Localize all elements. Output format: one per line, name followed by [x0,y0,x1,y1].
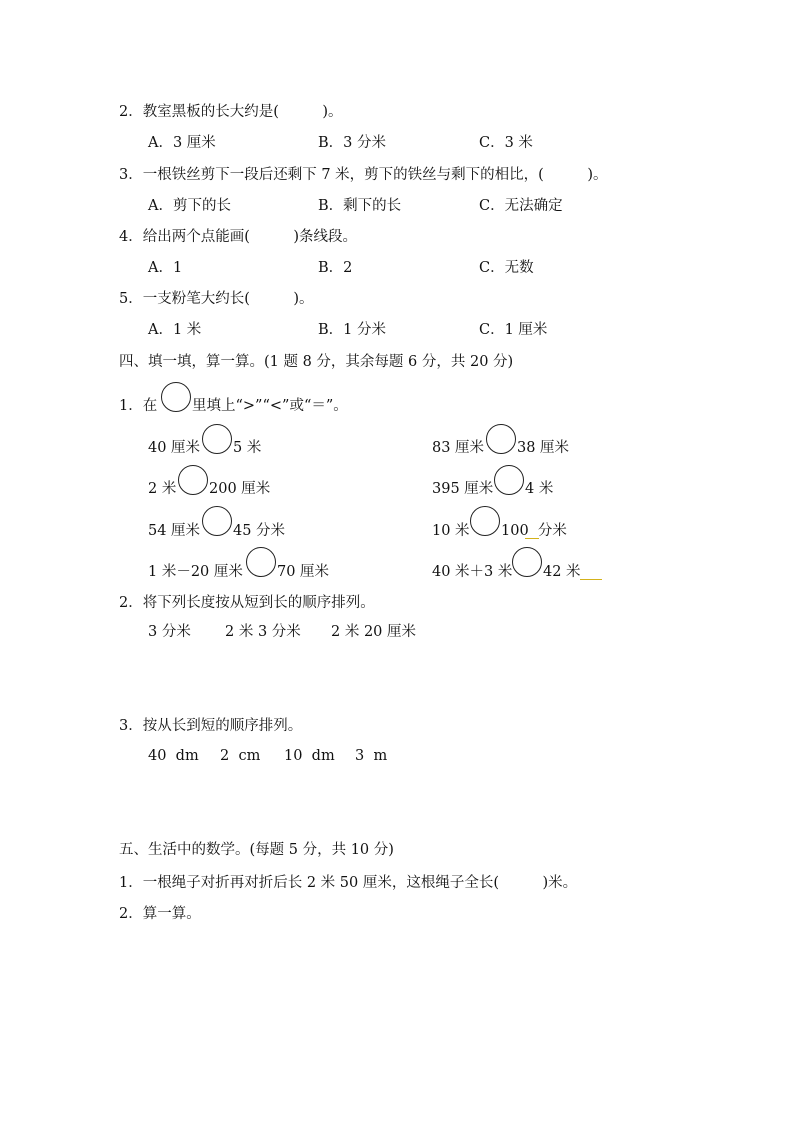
s4-q1-prefix: 1．在 [119,398,158,414]
compare-circle-7[interactable] [246,547,276,577]
length-item: 3 m [355,748,388,764]
compare-right-3: 200 厘米 [209,481,271,497]
s4-q2-stem: 2．将下列长度按从短到长的顺序排列。 [119,595,375,611]
length-item: 40 dm [148,748,199,764]
length-item: 2 cm [220,748,261,764]
compare-left-1: 40 厘米 [148,440,201,456]
example-circle-icon [161,382,191,412]
q3-stem: 3．一根铁丝剪下一段后还剩下 7 米，剪下的铁丝与剩下的相比，( )。 [119,167,608,183]
q3-option-a[interactable]: A．剪下的长 [148,198,231,214]
length-item: 2 米 20 厘米 [331,624,417,640]
q2-option-a[interactable]: A．3 厘米 [148,135,216,151]
length-item: 2 米 3 分米 [225,624,301,640]
q3-option-b[interactable]: B．剩下的长 [318,198,402,214]
compare-right-8: 42 米 [543,564,581,580]
compare-circle-1[interactable] [202,424,232,454]
compare-circle-3[interactable] [178,465,208,495]
compare-right-7: 70 厘米 [277,564,330,580]
s4-q1-suffix: 里填上“>”“<”或“＝”。 [192,398,348,414]
compare-circle-6[interactable] [470,506,500,536]
q4-option-c[interactable]: C．无数 [479,260,534,276]
q2-option-b[interactable]: B．3 分米 [318,135,386,151]
compare-left-8: 40 米＋3 米 [432,564,513,580]
compare-left-2: 83 厘米 [432,440,485,456]
q4-stem: 4．给出两个点能画( )条线段。 [119,229,358,245]
compare-circle-2[interactable] [486,424,516,454]
compare-left-6: 10 米 [432,523,470,539]
compare-right-6: 100 分米 [501,523,567,539]
q5-option-c[interactable]: C．1 厘米 [479,322,548,338]
compare-left-4: 395 厘米 [432,481,494,497]
compare-right-2: 38 厘米 [517,440,570,456]
compare-left-7: 1 米－20 厘米 [148,564,243,580]
s5-q1: 1．一根绳子对折再对折后长 2 米 50 厘米，这根绳子全长( )米。 [119,875,578,891]
s4-q3-stem: 3．按从长到短的顺序排列。 [119,718,303,734]
compare-left-5: 54 厘米 [148,523,201,539]
q2-stem: 2．教室黑板的长大约是( )。 [119,104,343,120]
length-item: 10 dm [284,748,335,764]
q3-option-c[interactable]: C．无法确定 [479,198,563,214]
compare-left-3: 2 米 [148,481,177,497]
section5-title: 五、生活中的数学。(每题 5 分，共 10 分) [119,842,394,858]
q4-option-b[interactable]: B．2 [318,260,353,276]
section4-title: 四、填一填，算一算。(1 题 8 分，其余每题 6 分，共 20 分) [119,354,514,370]
compare-circle-8[interactable] [512,547,542,577]
compare-circle-4[interactable] [494,465,524,495]
q5-stem: 5．一支粉笔大约长( )。 [119,291,314,307]
compare-right-1: 5 米 [233,440,262,456]
q5-option-a[interactable]: A．1 米 [148,322,202,338]
length-item: 3 分米 [148,624,191,640]
q2-option-c[interactable]: C．3 米 [479,135,533,151]
q5-option-b[interactable]: B．1 分米 [318,322,386,338]
yellow-underline [525,538,539,539]
compare-circle-5[interactable] [202,506,232,536]
s5-q2: 2．算一算。 [119,906,201,922]
compare-right-5: 45 分米 [233,523,286,539]
compare-right-4: 4 米 [525,481,554,497]
yellow-underline [580,579,602,580]
q4-option-a[interactable]: A．1 [148,260,183,276]
